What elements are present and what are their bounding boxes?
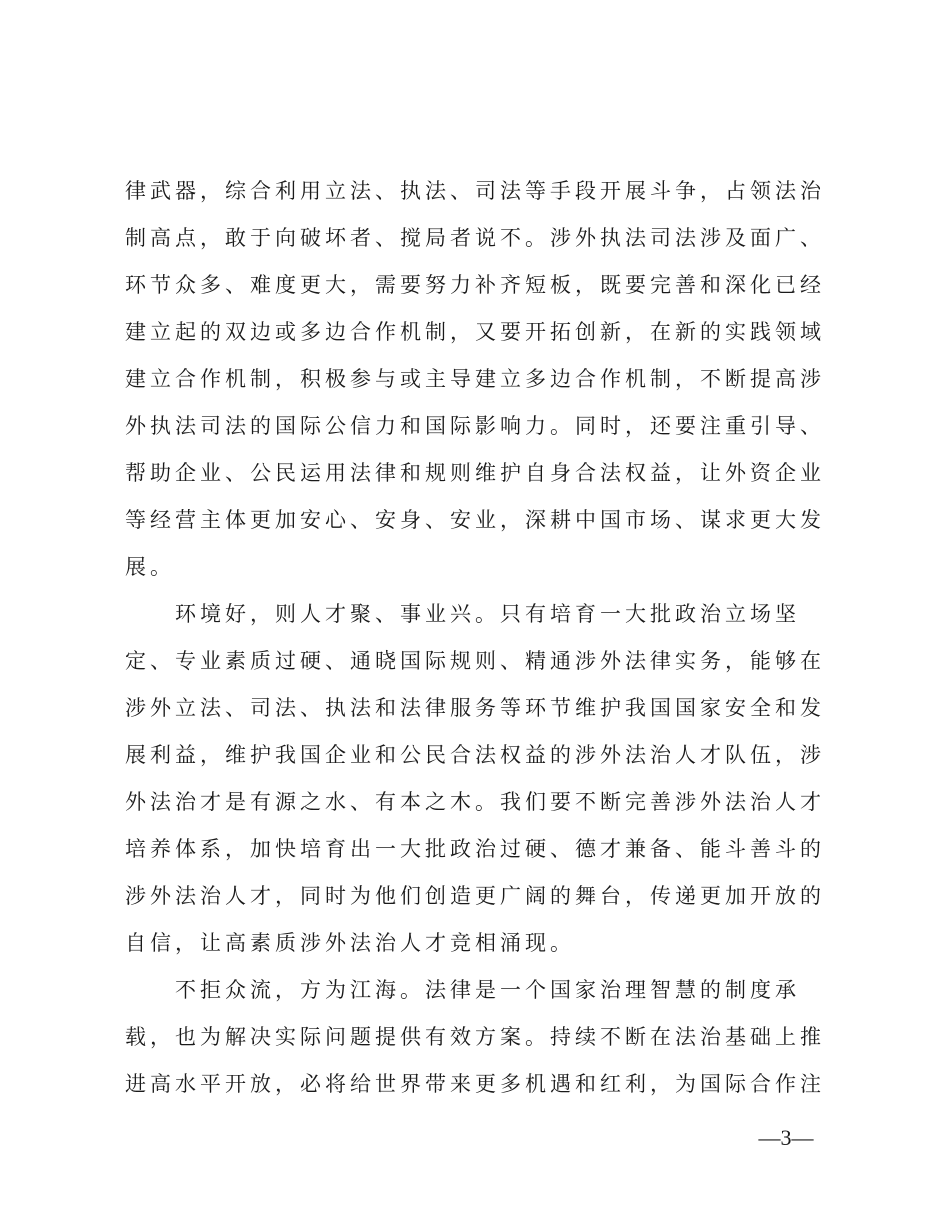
text-line: 帮助企业、公民运用法律和规则维护自身合法权益，让外资企业: [125, 461, 825, 485]
text-line: 外法治才是有源之水、有本之木。我们要不断完善涉外法治人才: [125, 790, 825, 814]
text-line: 进高水平开放，必将给世界带来更多机遇和红利，为国际合作注: [125, 1072, 825, 1096]
text-line: 涉外立法、司法、执法和法律服务等环节维护我国国家安全和发: [125, 696, 825, 720]
text-line: 展利益，维护我国企业和公民合法权益的涉外法治人才队伍，涉: [125, 743, 825, 767]
text-line: 制高点，敢于向破坏者、搅局者说不。涉外执法司法涉及面广、: [125, 226, 825, 250]
text-line: 培养体系，加快培育出一大批政治过硬、德才兼备、能斗善斗的: [125, 837, 825, 861]
text-line: 定、专业素质过硬、通晓国际规则、精通涉外法律实务，能够在: [125, 649, 825, 673]
text-line: 展。: [125, 555, 175, 579]
text-line: 律武器，综合利用立法、执法、司法等手段开展斗争，占领法治: [125, 179, 825, 203]
text-line: 环境好，则人才聚、事业兴。只有培育一大批政治立场坚: [175, 602, 800, 626]
page-number: —3—: [758, 1125, 814, 1150]
paragraph: [125, 591, 837, 967]
text-line: 载，也为解决实际问题提供有效方案。持续不断在法治基础上推: [125, 1025, 825, 1049]
text-line: 自信，让高素质涉外法治人才竞相涌现。: [125, 931, 575, 955]
paragraph: [125, 168, 837, 591]
text-line: 不拒众流，方为江海。法律是一个国家治理智慧的制度承: [175, 978, 800, 1002]
text-line: 建立合作机制，积极参与或主导建立多边合作机制，不断提高涉: [125, 367, 825, 391]
body-text: [125, 168, 837, 1108]
paragraph: [125, 967, 837, 1108]
text-line: 涉外法治人才，同时为他们创造更广阔的舞台，传递更加开放的: [125, 884, 825, 908]
text-line: 环节众多、难度更大，需要努力补齐短板，既要完善和深化已经: [125, 273, 825, 297]
text-line: 建立起的双边或多边合作机制，又要开拓创新，在新的实践领域: [125, 320, 825, 344]
text-line: 等经营主体更加安心、安身、安业，深耕中国市场、谋求更大发: [125, 508, 825, 532]
text-line: 外执法司法的国际公信力和国际影响力。同时，还要注重引导、: [125, 414, 825, 438]
